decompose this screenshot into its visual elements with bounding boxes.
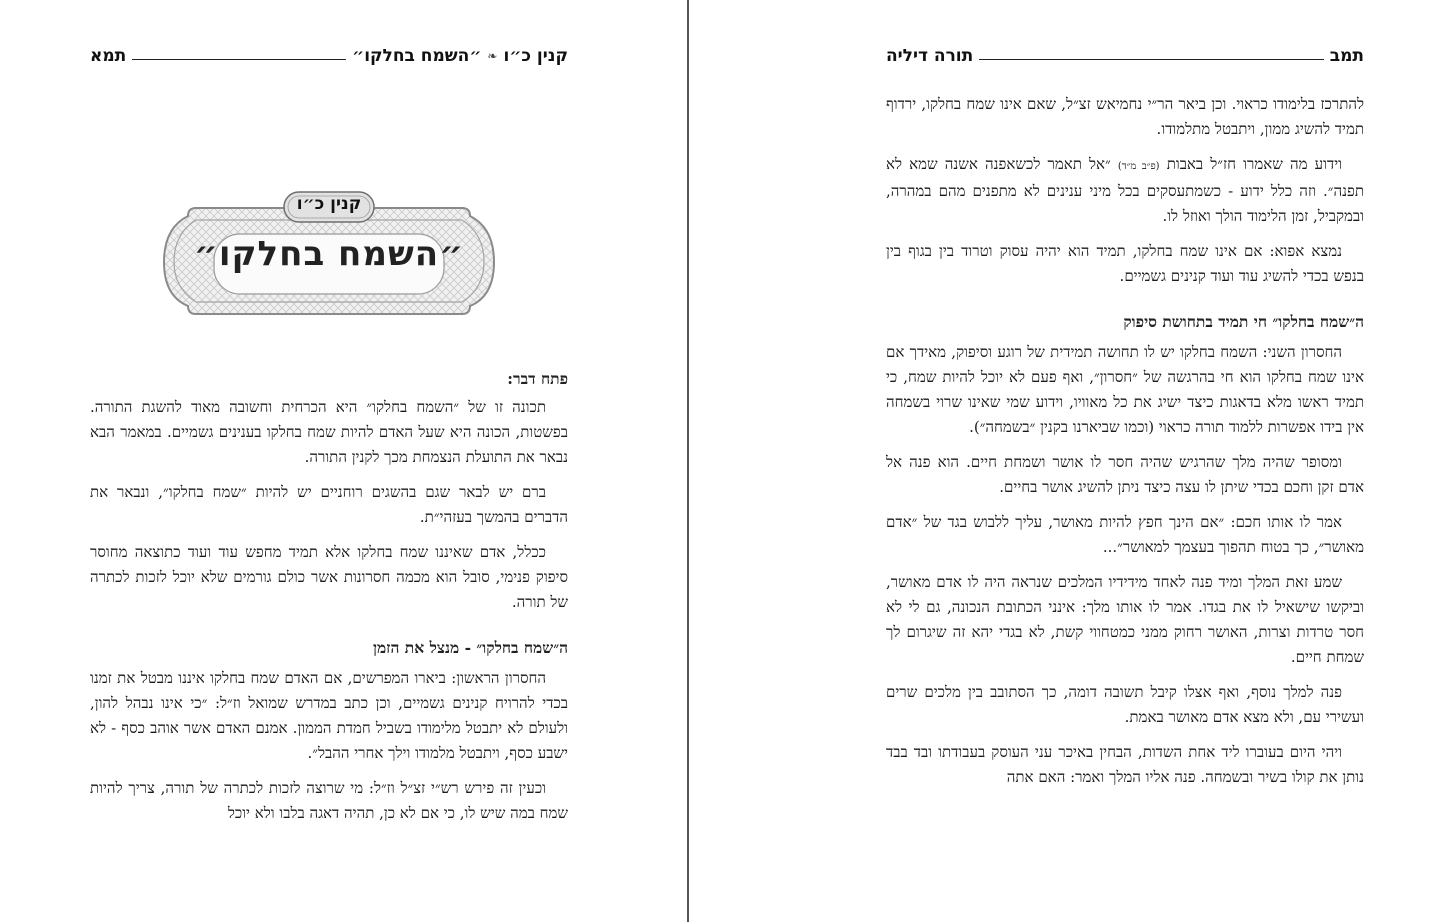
intro-paragraph: ככלל, אדם שאיננו שמח בחלקו אלא תמיד מחפש עוד ועוד כתוצאה מחוסר סיפוק פנימי, סובל הוא מכמה חסרונות אשר כולם גורמים שלא יוכל לזכות לכתרה של תורה. xyxy=(90,543,568,611)
left-chapter-label: קנין כ״ו xyxy=(503,46,568,66)
left-page-number: תמא xyxy=(90,46,127,66)
source-citation: (פ״ב מ״ד) xyxy=(1117,161,1160,172)
left-body xyxy=(90,366,568,836)
left-running-head xyxy=(90,36,568,66)
body-paragraph: פנה למלך נוסף, ואף אצלו קיבל תשובה דומה, כך הסתובב בין מלכים שרים ועשירי עם, ולא מצא אדם מאושר באמת. xyxy=(886,683,1364,726)
chapter-emblem xyxy=(158,188,500,318)
body-paragraph: וכעין זה פירש רש״י זצ״ל וז״ל: מי שרוצה לזכות לכתרה של תורה, צריך להיות שמח במה שיש לו, כי אם לא כן, תהיה דאגה בלבו ולא יוכל xyxy=(90,779,568,822)
right-page-number: תמב xyxy=(1329,46,1364,66)
intro-paragraph: תכונה זו של ״השמח בחלקו״ היא הכרחית וחשובה מאוד להשגת התורה. בפשטות, הכונה היא שעל האדם להיות שמח בחלקו בענינים גשמיים. במאמר הבא נבאר את התועלת הנצמחת מכך לקנין התורה. xyxy=(90,398,568,466)
body-paragraph xyxy=(886,152,1364,229)
body-paragraph: שמע זאת המלך ומיד פנה לאחד מידידיו המלכים שנראה היה לו אדם מאושר, וביקשו שישאיל לו את בגדו. אמר לו אותו מלך: אינני הכתובת הנכונה, גם לי לא חסר טרדות וצרות, האושר רחוק ממני כמטחווי קשת, לא בגדי יהא זה שיגרום לך שמחת חיים. xyxy=(886,573,1364,666)
body-paragraph: להתרכז בלימודו כראוי. וכן ביאר הר״י נחמיאש זצ״ל, שאם אינו שמח בחלקו, ירדוף תמיד להשיג ממון, ויתבטל מתלמודו. xyxy=(886,95,1364,138)
left-page xyxy=(0,0,688,922)
paragraph-text: ״אל תאמר לכשאפנה אשנה שמא לא תפנה״. וזה כלל ידוע - כשמתעסקים בכל מיני ענינים לא מתפנים מהם במהרה, ובמקביל, זמן הלימוד הולך ואוזל לו. xyxy=(886,155,1364,225)
chapter-title: ״השמח בחלקו״ xyxy=(193,234,465,274)
body-paragraph: נמצא אפוא: אם אינו שמח בחלקו, תמיד הוא יהיה עסוק וטרוד בין בגוף בין בנפש בכדי להשיג עוד ועוד קנינים גשמיים. xyxy=(886,242,1364,285)
header-rule xyxy=(132,59,346,60)
body-paragraph: אמר לו אותו חכם: ״אם הינך חפץ להיות מאושר, עליך ללבוש בגד של ״אדם מאושר״, כך בטוח תהפוך בעצמך למאושר״... xyxy=(886,513,1364,556)
right-page xyxy=(690,0,1456,922)
fleuron-icon: ❧ xyxy=(487,49,498,63)
section-heading: ה״שמח בחלקו״ - מנצל את הזמן xyxy=(373,638,568,657)
body-paragraph: ומסופר שהיה מלך שהרגיש שהיה חסר לו אושר ושמחת חיים. הוא פנה אל אדם זקן וחכם בכדי שיתן לו עצה כיצד ניתן להשיג אושר בחיים. xyxy=(886,453,1364,496)
section-heading: ה״שמח בחלקו״ חי תמיד בתחושת סיפוק xyxy=(1123,312,1364,331)
right-running-title: תורה דיליה xyxy=(886,46,974,66)
intro-paragraph: ברם יש לבאר שגם בהשגים רוחניים יש להיות ״שמח בחלקו״, ונבאר את הדברים בהמשך בעזהי״ת. xyxy=(90,483,568,526)
emblem-subtitle: קנין כ״ו xyxy=(296,194,362,214)
body-paragraph: החסרון השני: השמח בחלקו יש לו תחושה תמידית של רוגע וסיפוק, מאידך אם אינו שמח בחלקו הוא חי בהרגשה של ״חסרון״, ואף פעם לא יוכל להיות שמח, כי תמיד ראשו מלא בדאגות כיצד ישיג את כל מאוויו, וידוע שמי שאינו שרוי בשמחה אין בידו אפשרות ללמוד תורה כראוי (וכמו שביארנו בקנין ״בשמחה״). xyxy=(886,343,1364,436)
right-body xyxy=(886,92,1364,800)
left-running-title: ״השמח בחלקו״ xyxy=(352,46,482,66)
body-paragraph: ויהי היום בעוברו ליד אחת השדות, הבחין באיכר עני העוסק בעבודתו ובד בבד נותן את קולו בשיר ובשמחה. פנה אליו המלך ואמר: האם אתה xyxy=(886,743,1364,786)
paragraph-text: וידוע מה שאמרו חז״ל באבות xyxy=(1166,155,1342,173)
header-rule xyxy=(979,59,1323,60)
intro-heading: פתח דבר: xyxy=(507,369,568,388)
right-running-head xyxy=(886,36,1364,66)
body-paragraph: החסרון הראשון: ביארו המפרשים, אם האדם שמח בחלקו איננו מבטל את זמנו בכדי להרויח קנינים גשמיים, וכן כתב במדרש שמואל וז״ל: ״כי אינו נבהל להון, ולעולם לא יתבטל מלימודו בשביל חמדת הממון. אמנם האדם אשר אוהב כסף - לא ישבע כסף, ויתבטל מלמודו וילך אחרי ההבל״. xyxy=(90,669,568,762)
